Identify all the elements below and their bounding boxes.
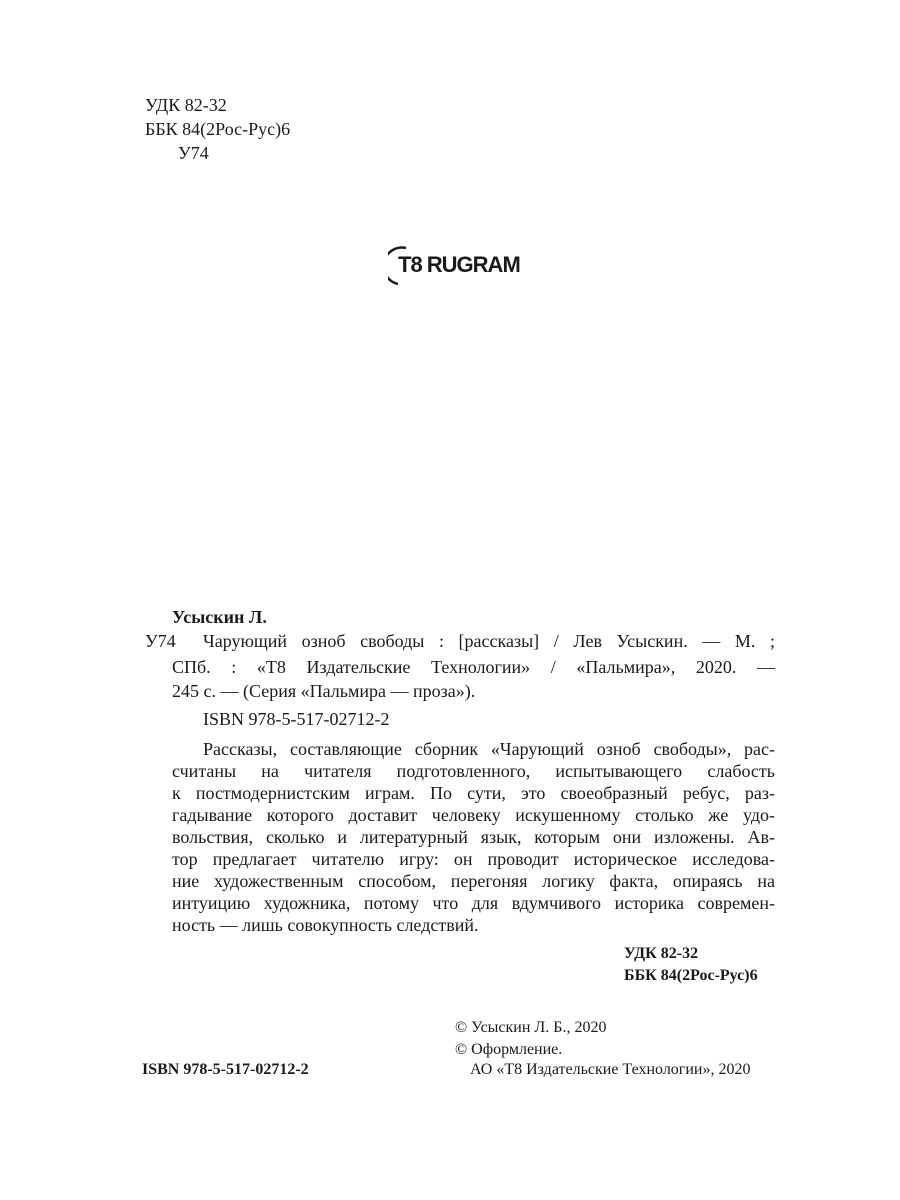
description-line: Чарующий озноб свободы : [рассказы] / Лев Усыскин. — М. ; [203,631,775,651]
annotation-line: гадывание которого доставит человеку искушенному столько же удо- [172,805,775,825]
header-udk: УДК 82-32 [145,95,227,115]
copyright-line: © Оформление. [455,1041,563,1058]
copyright-line: © Усыскин Л. Б., 2020 [455,1019,607,1036]
copyright-line: АО «Т8 Издательские Технологии», 2020 [470,1061,751,1078]
record-author-mark: У74 [145,631,176,651]
description-line: СПб. : «Т8 Издательские Технологии» / «Пальмира», 2020. — [172,657,775,677]
annotation-line: Рассказы, составляющие сборник «Чарующий озноб свободы», рас- [203,739,775,759]
record-isbn: ISBN 978-5-517-02712-2 [203,709,390,729]
annotation-line: ность — лишь совокупность следствий. [172,915,479,935]
header-bbk: ББК 84(2Рос-Рус)6 [145,119,291,139]
header-author-mark: У74 [178,143,209,163]
footer-bbk: ББК 84(2Рос-Рус)6 [624,967,758,984]
logo-text: T8 RUGRAM [398,252,520,277]
annotation-line: ние художественным способом, перегоняя логику факта, опираясь на [172,871,775,891]
annotation-line: считаны на читателя подготовленного, испытывающего слабость [172,761,775,781]
description-line: 245 с. — (Серия «Пальмира — проза»). [172,681,476,701]
footer-udk: УДК 82-32 [624,945,699,962]
record-author: Усыскин Л. [172,607,267,627]
footer-isbn: ISBN 978-5-517-02712-2 [142,1061,309,1078]
annotation-line: интуицию художника, потому что для вдумчивого историка современ- [172,893,775,913]
annotation-line: тор предлагает читателю игру: он проводит историческое исследова- [172,849,775,869]
annotation-line: к постмодернистским играм. По сути, это своеобразный ребус, раз- [172,783,775,803]
annotation-line: вольствия, сколько и литературный язык, которым они изложены. Ав- [172,827,775,847]
publisher-logo [388,244,528,288]
